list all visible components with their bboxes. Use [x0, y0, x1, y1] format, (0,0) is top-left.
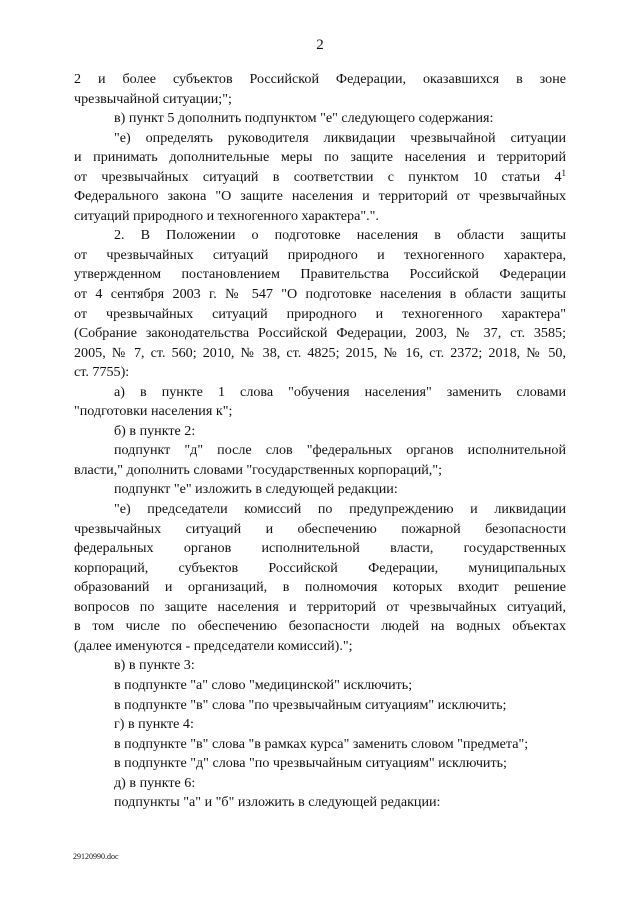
text-line-content: ситуаций природного и техногенного характера".".	[74, 207, 379, 224]
text-line	[74, 793, 566, 813]
text-line-content: "е) определять руководителя ликвидации чрезвычайной ситуации	[114, 129, 566, 146]
text-line	[74, 500, 566, 520]
text-line	[74, 480, 566, 500]
text-line-content: от 4 сентября 2003 г. № 547 "О подготовке населения в области защиты	[74, 286, 566, 303]
text-line-content: (Собрание законодательства Российской Федерации, 2003, № 37, ст. 3585;	[74, 325, 566, 342]
text-line	[74, 344, 566, 364]
text-line	[74, 559, 566, 579]
text-line-content: "е) председатели комиссий по предупреждению и ликвидации	[114, 501, 566, 518]
text-line	[74, 578, 566, 598]
text-line-content: в подпункте "в" слова "по чрезвычайным ситуациям" исключить;	[114, 696, 507, 713]
text-line	[74, 715, 566, 735]
file-name-footer: 29120990.doc	[73, 852, 119, 861]
text-line-content: вопросов по защите населения и территорий от чрезвычайных ситуаций,	[74, 598, 566, 615]
text-line	[74, 246, 566, 266]
text-line-content: Федерального закона "О защите населения и территорий от чрезвычайных	[74, 188, 566, 205]
text-line-content: чрезвычайной ситуации;";	[74, 90, 232, 107]
text-line-content: а) в пункте 1 слова "обучения населения" заменить словами	[114, 383, 566, 400]
text-line	[74, 735, 566, 755]
text-line	[74, 617, 566, 637]
text-line	[74, 637, 566, 657]
text-line	[74, 168, 566, 188]
text-line-content: г) в пункте 4:	[114, 716, 194, 733]
text-line	[74, 226, 566, 246]
text-line-content: 2005, № 7, ст. 560; 2010, № 38, ст. 4825; 2015, № 16, ст. 2372; 2018, № 50,	[74, 344, 566, 361]
text-line-content: в подпункте "д" слова "по чрезвычайным ситуациям" исключить;	[114, 755, 507, 772]
text-line	[74, 383, 566, 403]
text-line-content: от чрезвычайных ситуаций в соответствии с пунктом 10 статьи 4	[74, 168, 562, 185]
text-line	[74, 441, 566, 461]
text-line-content: подпункт "е" изложить в следующей редакции:	[114, 481, 398, 498]
text-line-content: подпункт "д" после слов "федеральных органов исполнительной	[114, 442, 566, 459]
text-line-content: подпункты "а" и "б" изложить в следующей редакции:	[114, 794, 441, 811]
text-line	[74, 774, 566, 794]
text-line-content: федеральных органов исполнительной власти, государственных	[74, 540, 566, 557]
text-line-content: в) пункт 5 дополнить подпунктом "е" следующего содержания:	[114, 110, 494, 127]
text-line	[74, 422, 566, 442]
text-line-content: 2 и более субъектов Российской Федерации, оказавшихся в зоне	[74, 71, 566, 87]
text-line	[74, 656, 566, 676]
text-line	[74, 402, 566, 422]
page-number: 2	[316, 37, 324, 53]
text-line-content: "подготовки населения к";	[74, 403, 233, 420]
text-line	[74, 148, 566, 168]
text-line	[74, 363, 566, 383]
text-line	[74, 187, 566, 207]
text-line-content: от чрезвычайных ситуаций природного и техногенного характера"	[74, 305, 566, 322]
text-line	[74, 754, 566, 774]
text-line	[74, 461, 566, 481]
text-line	[74, 285, 566, 305]
document-body	[74, 70, 566, 813]
superscript: 1	[561, 167, 566, 178]
text-line	[74, 129, 566, 149]
text-line-content: корпораций, субъектов Российской Федерации, муниципальных	[74, 559, 566, 576]
text-line-content: б) в пункте 2:	[114, 422, 196, 439]
text-line	[74, 598, 566, 618]
text-line-content: в том числе по обеспечению безопасности людей на водных объектах	[74, 618, 566, 635]
text-line-content: от чрезвычайных ситуаций природного и техногенного характера,	[74, 246, 566, 263]
text-line-content: образований и организаций, в полномочия которых входит решение	[74, 579, 566, 596]
text-line-content: в подпункте "в" слова "в рамках курса" заменить словом "предмета";	[114, 735, 529, 752]
text-line-content: утвержденном постановлением Правительства Российской Федерации	[74, 266, 566, 283]
text-line	[74, 696, 566, 716]
text-line-content: в подпункте "а" слово "медицинской" исключить;	[114, 676, 413, 693]
text-line	[74, 324, 566, 344]
text-line-content: и принимать дополнительные меры по защите населения и территорий	[74, 149, 566, 166]
text-line	[74, 305, 566, 325]
text-line-content: 2. В Положении о подготовке населения в области защиты	[114, 227, 566, 244]
text-line-content: (далее именуются - председатели комиссий).";	[74, 637, 353, 654]
text-line	[74, 676, 566, 696]
text-line-content: ст. 7755):	[74, 364, 130, 381]
text-line	[74, 109, 566, 129]
text-line-content: д) в пункте 6:	[114, 774, 196, 791]
text-line	[74, 265, 566, 285]
text-line	[74, 520, 566, 540]
text-line-content: чрезвычайных ситуаций и обеспечению пожарной безопасности	[74, 520, 566, 537]
text-line	[74, 539, 566, 559]
text-line-content: власти," дополнить словами "государственных корпораций,";	[74, 461, 442, 478]
text-line	[74, 90, 566, 110]
text-line-content: в) в пункте 3:	[114, 657, 195, 674]
text-line	[74, 70, 566, 90]
text-line	[74, 207, 566, 227]
